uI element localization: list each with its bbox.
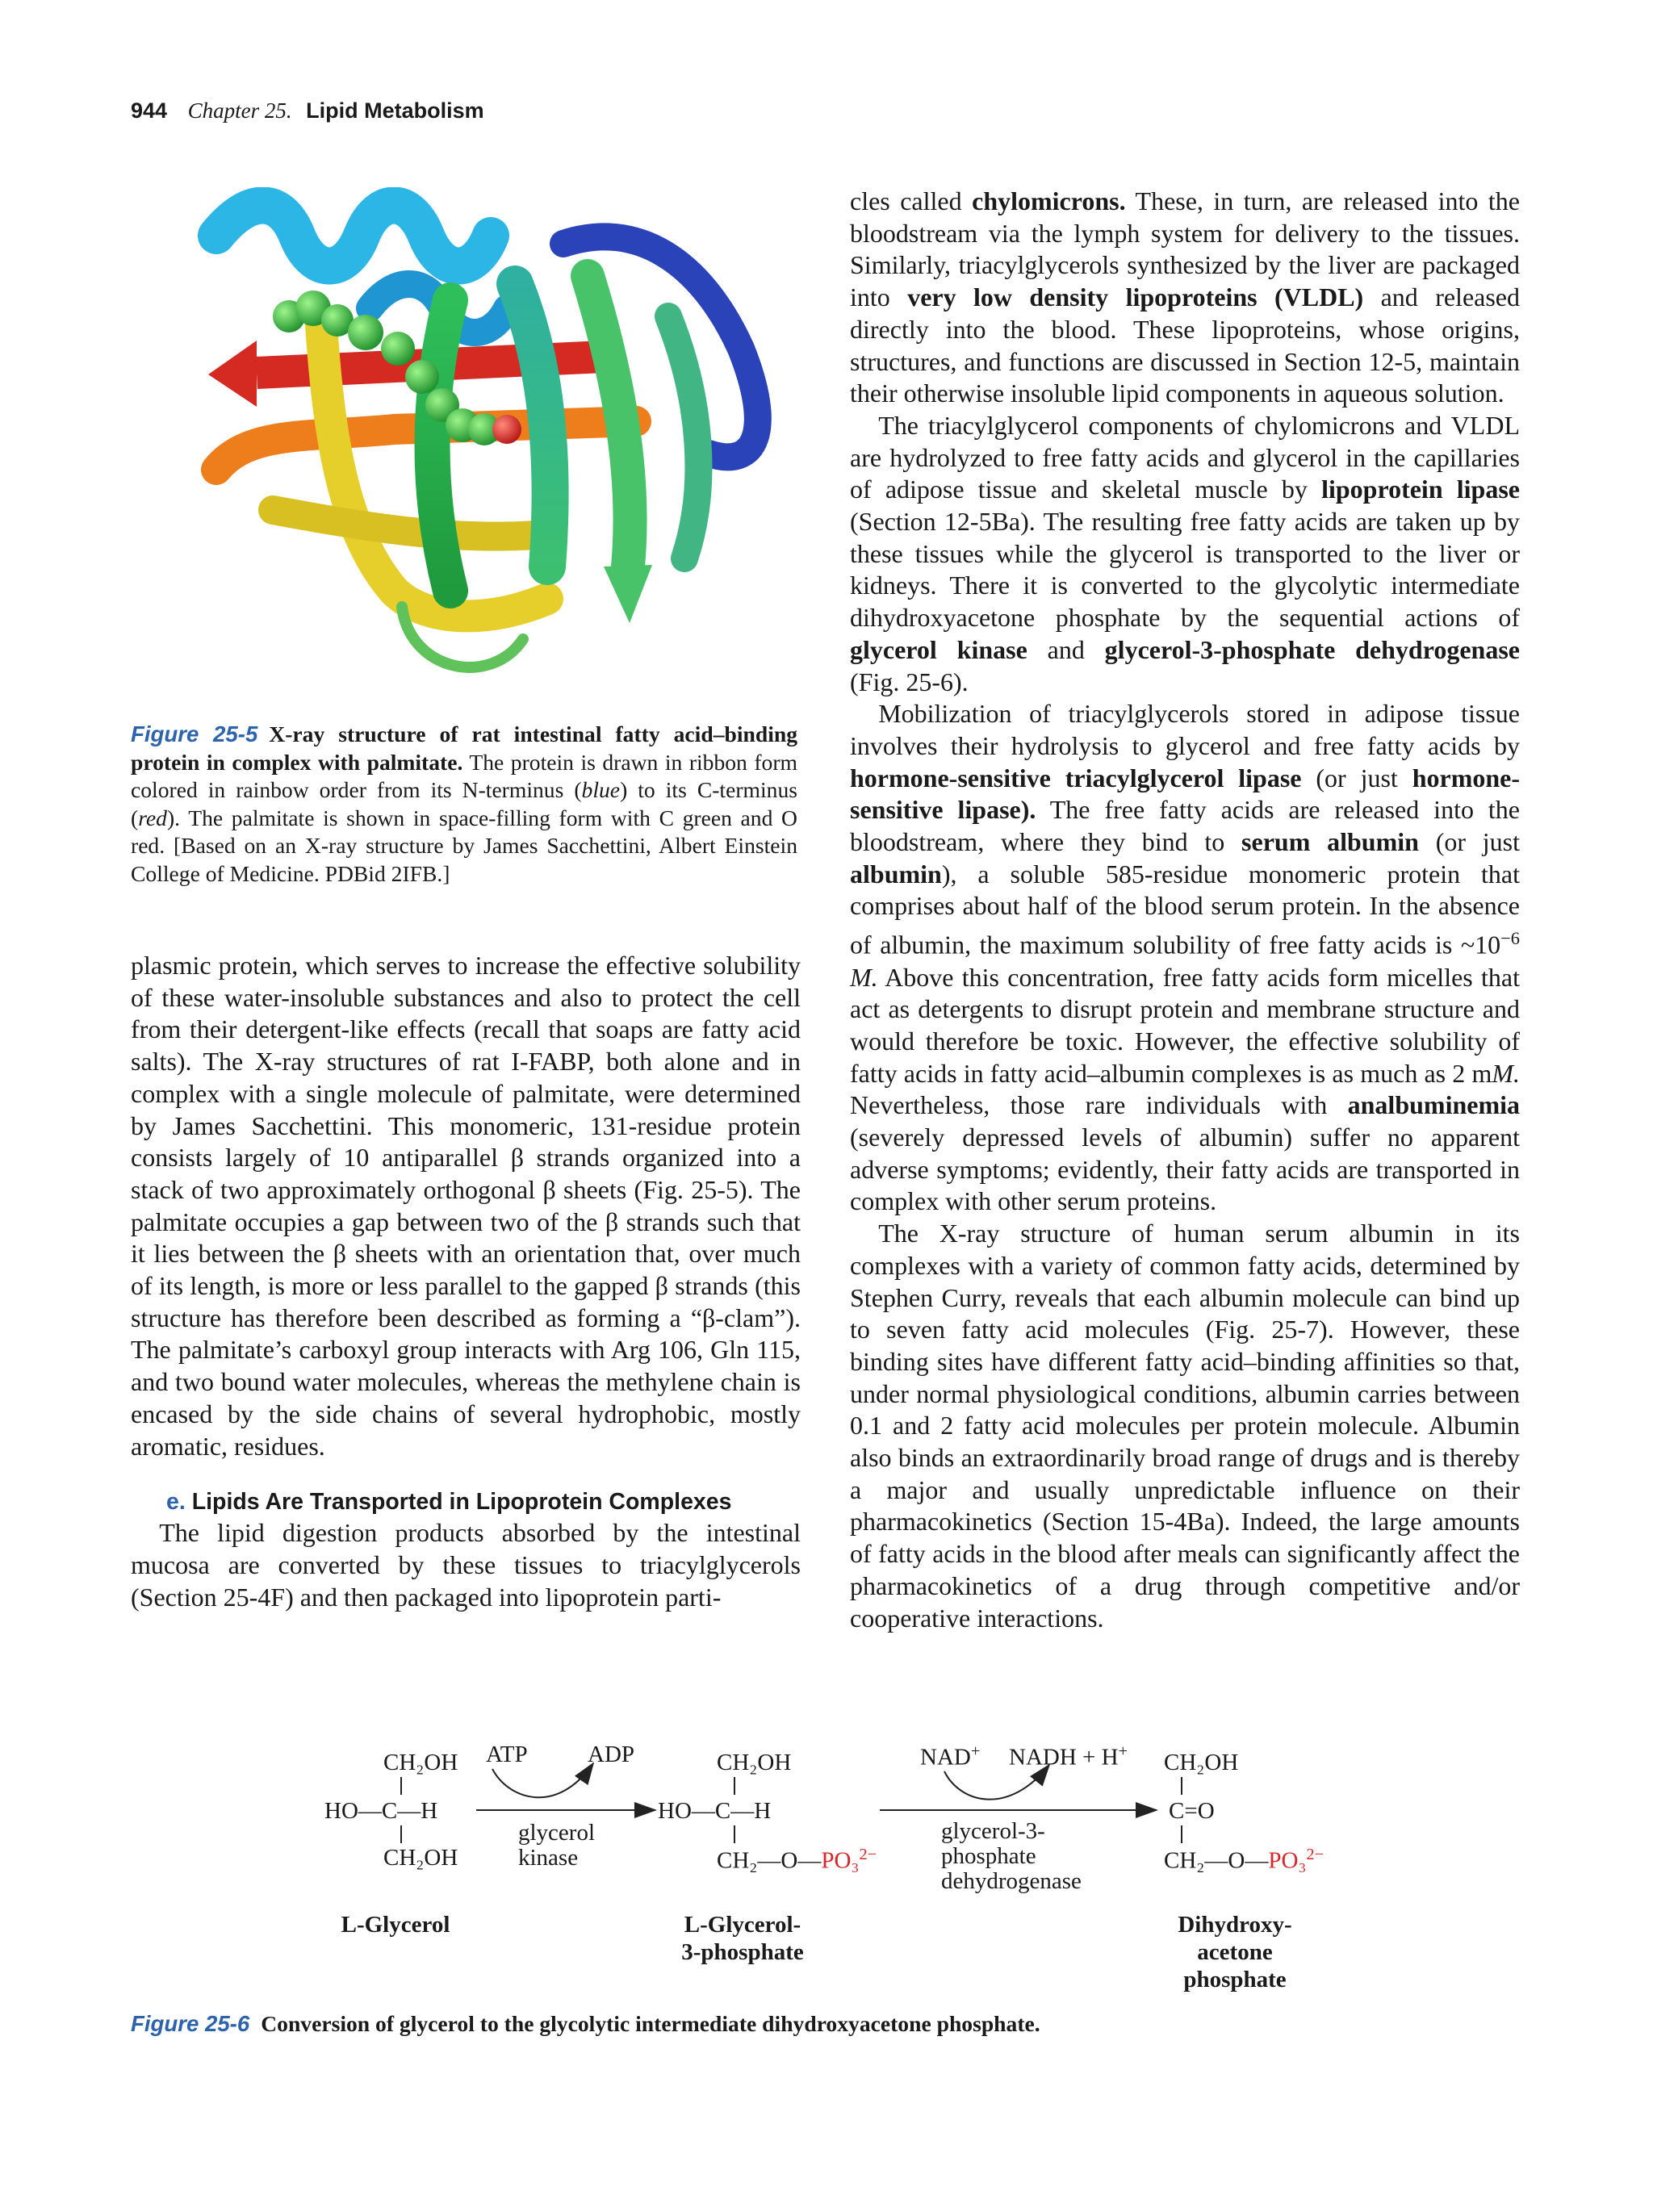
section-heading-e: e. Lipids Are Transported in Lipoprotein Complexes <box>166 1489 732 1516</box>
running-header <box>131 98 484 123</box>
protein-ribbon-figure <box>184 187 797 704</box>
nadh-label: NADH + H+ <box>1009 1742 1128 1771</box>
helix-1 <box>216 206 491 266</box>
chapter-title: Lipid Metabolism <box>306 98 484 123</box>
glycerol-ch2oh-bottom: CH₂OH <box>383 1845 458 1871</box>
adp-label: ADP <box>588 1742 635 1767</box>
dhap-carbonyl: C=O <box>1169 1798 1215 1824</box>
paragraph-chylomicrons: cles called chylomicrons. These, in turn, are released into the bloodstream via the lymph system for delivery to the tissues. Similarly, triacylglycerols synthesized by the liver are packaged into very low density lipoproteins (VLDL) and released directly into the blood. These lipoproteins, whose origins, structures, and functions are discussed in Section 12-5, maintain their otherwise insoluble lipid components in aqueous solution. <box>850 186 1521 408</box>
paragraph-ifabp: plasmic protein, which serves to increase the effective solubility of these water-insoluble substances and also to protect the cell from their detergent-like effects (recall that soaps are fatty acid salts). The X-ray structures of rat I-FABP, both alone and in complex with a single molecule of palmitate, were determined by James Sacchettini. This monomeric, 131-residue protein consists largely of 10 antiparallel β strands organized into a stack of two approximately orthogonal β sheets (Fig. 25-5). The palmitate occupies a gap between two of the β strands such that it lies between the β sheets with an orientation that, over much of its length, is more or less parallel to the gapped β strands (this structure has therefore been described as forming a “β-clam”). The palmitate’s carboxyl group interacts with Arg 106, Gln 115, and two bound water molecules, whereas the methylene chain is encased by the side chains of several hydrophobic, mostly aromatic, residues. <box>131 951 801 1461</box>
figure-25-5-label: Figure 25-5 <box>131 721 258 746</box>
paragraph-lipoprotein-lipase: The triacylglycerol components of chylomicrons and VLDL are hydrolyzed to free fatty acids and glycerol in the capillaries of adipose tissue and skeletal muscle by lipoprotein lipase (Section 12-5Ba). The resulting free fatty acids are taken up by these tissues while the glycerol is transported to the liver or kidneys. There it is converted to the glycolytic intermediate dihydroxyacetone phosphate by the sequential actions of glycerol kinase and glycerol-3-phosphate dehydrogenase (Fig. 25-6). <box>850 410 1521 696</box>
name-dihydroxyacetone-phosphate: Dihydroxy- acetone phosphate <box>1178 1912 1292 1992</box>
chapter-label: Chapter 25. <box>187 98 292 123</box>
atp-label: ATP <box>486 1742 528 1767</box>
dhap-ch2oh-top: CH₂OH <box>1164 1750 1239 1775</box>
glycerol-center: HO—C—H <box>324 1798 438 1824</box>
name-l-glycerol: L-Glycerol <box>341 1912 450 1938</box>
dhap-phosphate-group: CH₂—O—PO₃$^{2-}$ <box>1164 1846 1324 1874</box>
glycerol-kinase-label: glycerol kinase <box>518 1820 596 1871</box>
glycerol-ch2oh-top: CH₂OH <box>383 1750 458 1775</box>
name-l-glycerol-3-phosphate: L-Glycerol- 3-phosphate <box>681 1912 804 1965</box>
paragraph-mobilization: Mobilization of triacylglycerols stored in adipose tissue involves their hydrolysis to glycerol and free fatty acids by hormone-sensitive triacylglycerol lipase (or just hormone-sensitive lipase). The free fatty acids are released into the bloodstream, where they bind to serum albumin (or just albumin), a soluble 585-residue monomeric protein that comprises about half of the blood serum protein. In the absence of albumin, the maximum solubility of free fatty acids is $\sim 10^{-6}$ M. Above this concentration, free fatty acids form micelles that act as detergents to disrupt protein and membrane structure and would therefore be toxic. However, the effective solubility of fatty acids in fatty acid–albumin complexes is as much as 2 mM. Nevertheless, those rare individuals with analbuminemia (severely depressed levels of albumin) suffer no apparent adverse symptoms; evidently, their fatty acids are transported in complex with other serum proteins. <box>850 699 1521 1216</box>
nad-label: NAD+ <box>920 1742 981 1771</box>
left-column <box>131 950 801 1613</box>
g3p-dehydrogenase-label: glycerol-3- phosphate dehydrogenase <box>941 1818 1082 1894</box>
paragraph-lipid-digestion: The lipid digestion products absorbed by the intestinal mucosa are converted by these tissues to triacylglycerols (Section 25-4F) and then packaged into lipoprotein parti- <box>131 1518 801 1612</box>
g3p-ch2oh-top: CH₂OH <box>717 1750 792 1775</box>
figure-25-6-label: Figure 25-6 <box>131 2011 250 2036</box>
g3p-phosphate-group: CH₂—O—PO₃$^{2-}$ <box>717 1846 877 1874</box>
reaction-scheme <box>291 1735 1388 2001</box>
paragraph-albumin-structure: The X-ray structure of human serum albumin in its complexes with a variety of common fatty acids, determined by Stephen Curry, reveals that each albumin molecule can bind up to seven fatty acid molecules (Fig. 25-7). However, these binding sites have different fatty acid–binding affinities so that, under normal physiological conditions, albumin carries between 0.1 and 2 fatty acid molecules per protein molecule. Albumin also binds an extraordinarily broad range of drugs and is thereby a major and usually unpredictable influence on their pharmacokinetics (Section 15-4Ba). Indeed, the large amounts of fatty acids in the blood after meals can significantly affect the pharmacokinetics of a drug through competitive and/or cooperative interactions. <box>850 1219 1520 1633</box>
page-number: 944 <box>131 98 168 123</box>
figure-25-5-caption: Figure 25-5 X-ray structure of rat intestinal fatty acid–binding protein in complex with palmitate. The protein is drawn in ribbon form colored in rainbow order from its N-terminus (blue) to its C-terminus (red). The palmitate is shown in space-filling form with C green and O red. [Based on an X-ray structure by James Sacchettini, Albert Einstein College of Medicine. PDBid 2IFB.] <box>131 721 798 886</box>
figure-25-6-caption: Figure 25-6 Conversion of glycerol to the glycolytic intermediate dihydroxyacetone phosphate. <box>131 2011 1040 2036</box>
g3p-center: HO—C—H <box>658 1798 772 1824</box>
strand-green-1 <box>433 300 451 591</box>
right-column <box>850 186 1520 1634</box>
